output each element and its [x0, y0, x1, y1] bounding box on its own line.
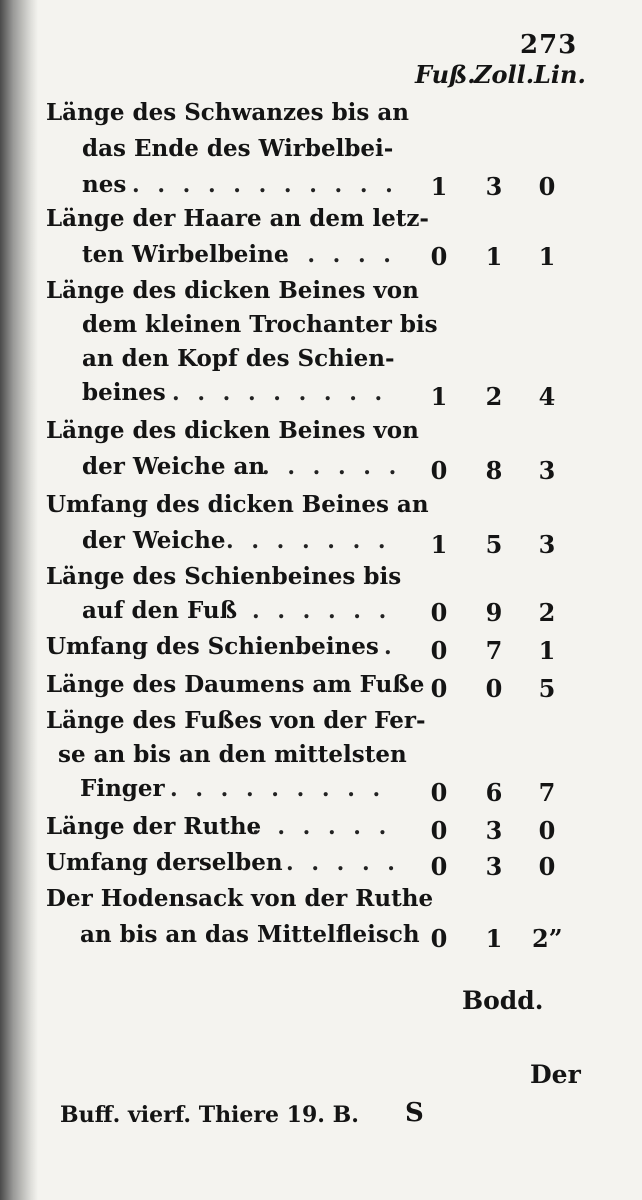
- row-label-line: Der Hodensack von der Ruthe: [46, 885, 434, 912]
- value-linie: 3: [538, 456, 556, 485]
- value-linie: 2: [538, 598, 556, 627]
- row-label-line: dem kleinen Trochanter bis: [82, 311, 438, 338]
- row-label-line: se an bis an den mittelsten: [58, 741, 407, 768]
- leader-dots: . . . . . . . . . . .: [132, 172, 398, 198]
- leader-dots: . . . . . .: [252, 598, 392, 624]
- leader-dots: . . . . .: [286, 850, 400, 876]
- value-zoll: 5: [485, 530, 503, 559]
- leader-dots: . . . . . . .: [226, 528, 391, 554]
- footer-sheet-mark: S: [405, 1098, 424, 1128]
- row-label-line: Finger: [80, 775, 165, 802]
- row-label-line: der Weiche: [82, 527, 226, 554]
- leader-dots: . . . . . .: [252, 814, 392, 840]
- value-linie: 0: [538, 852, 556, 881]
- value-linie: 4: [538, 382, 556, 411]
- value-fuss: 0: [430, 852, 448, 881]
- value-zoll: 3: [485, 816, 503, 845]
- value-fuss: 0: [430, 598, 448, 627]
- value-fuss: 1: [430, 382, 448, 411]
- page-number: 273: [520, 30, 578, 60]
- value-fuss: 1: [430, 172, 448, 201]
- value-linie: 3: [538, 530, 556, 559]
- value-linie: 5: [538, 674, 556, 703]
- value-linie: 2”: [532, 924, 563, 953]
- value-fuss: 0: [430, 778, 448, 807]
- leader-dots: . . . . . . . . .: [170, 776, 386, 802]
- column-header-fuss: Fuß.: [415, 60, 476, 89]
- value-linie: 7: [538, 778, 556, 807]
- value-fuss: 0: [430, 816, 448, 845]
- value-linie: 1: [538, 242, 556, 271]
- row-label-line: Länge des Schienbeines bis: [46, 563, 402, 590]
- leader-dots: . . . . . .: [262, 454, 402, 480]
- value-zoll: 0: [485, 674, 503, 703]
- row-label-line: Länge des dicken Beines von: [46, 277, 419, 304]
- page-gutter-shadow: [0, 0, 38, 1200]
- row-label-line: Länge der Ruthe: [46, 813, 262, 840]
- row-label-line: an bis an das Mittelfleisch: [80, 921, 420, 948]
- value-zoll: 1: [485, 242, 503, 271]
- leader-dots: . . . . .: [282, 242, 396, 268]
- value-zoll: 1: [485, 924, 503, 953]
- value-zoll: 3: [485, 852, 503, 881]
- row-label-line: auf den Fuß: [82, 597, 238, 624]
- value-fuss: 1: [430, 530, 448, 559]
- row-label-line: Länge des Schwanzes bis an: [46, 99, 410, 126]
- row-label-line: Umfang des Schienbeines: [46, 633, 379, 660]
- value-fuss: 0: [430, 924, 448, 953]
- value-zoll: 2: [485, 382, 503, 411]
- row-label-line: Länge des Daumens am Fuße: [46, 671, 425, 698]
- column-header-zoll: Zoll.: [474, 60, 535, 89]
- footer-signature: Buff. vierf. Thiere 19. B.: [60, 1102, 359, 1128]
- row-label-line: Länge der Haare an dem letz-: [46, 205, 429, 232]
- leader-dots: .: [384, 634, 397, 660]
- row-label-line: an den Kopf des Schien-: [82, 345, 395, 372]
- value-zoll: 3: [485, 172, 503, 201]
- row-label-line: beines: [82, 379, 166, 406]
- value-fuss: 0: [430, 636, 448, 665]
- value-fuss: 0: [430, 456, 448, 485]
- row-label-line: der Weiche an: [82, 453, 266, 480]
- value-linie: 0: [538, 172, 556, 201]
- value-zoll: 9: [485, 598, 503, 627]
- leader-dots: . . . . . . . . .: [172, 380, 388, 406]
- value-fuss: 0: [430, 674, 448, 703]
- row-label-line: Länge des Fußes von der Fer-: [46, 707, 426, 734]
- row-label-line: das Ende des Wirbelbei-: [82, 135, 394, 162]
- column-header-lin: Lin.: [534, 60, 586, 89]
- row-label-line: Umfang des dicken Beines an: [46, 491, 429, 518]
- row-label-line: Länge des dicken Beines von: [46, 417, 419, 444]
- value-zoll: 6: [485, 778, 503, 807]
- value-linie: 0: [538, 816, 556, 845]
- row-label-line: ten Wirbelbeine: [82, 241, 289, 268]
- value-fuss: 0: [430, 242, 448, 271]
- catchword-bodd: Bodd.: [462, 986, 544, 1015]
- value-zoll: 8: [485, 456, 503, 485]
- value-zoll: 7: [485, 636, 503, 665]
- row-label-line: nes: [82, 171, 127, 198]
- value-linie: 1: [538, 636, 556, 665]
- row-label-line: Umfang derselben: [46, 849, 283, 876]
- catchword-der: Der: [530, 1060, 581, 1089]
